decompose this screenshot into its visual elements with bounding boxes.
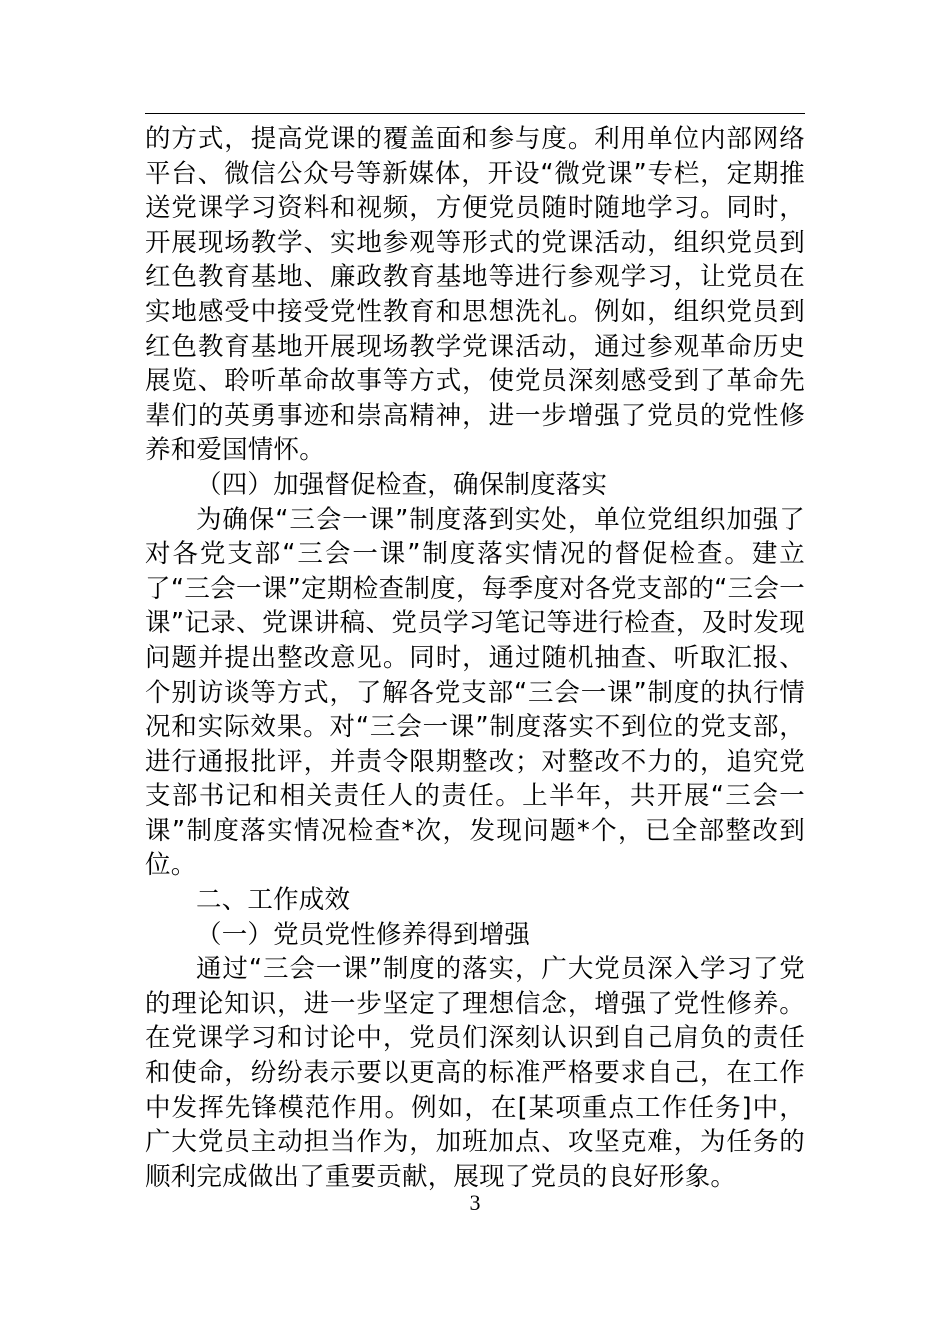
paragraph-supervision: 为确保“三会一课”制度落到实处，单位党组织加强了对各党支部“三会一课”制度落实情况的督促检查。建立了“三会一课”定期检查制度，每季度对各党支部的“三会一课”记录、党课讲稿、党员学习笔记等进行检查，及时发现问题并提出整改意见。同时，通过随机抽查、听取汇报、个别访谈等方式，了解各党支部“三会一课”制度的执行情况和实际效果。对“三会一课”制度落实不到位的党支部，进行通报批评，并责令限期整改；对整改不力的，追究党支部书记和相关责任人的责任。上半年，共开展“三会一课”制度落实情况检查*次，发现问题*个，已全部整改到位。 [145,504,805,881]
section-heading-party-spirit: （一）党员党性修养得到增强 [196,919,531,950]
part-heading-results: 二、工作成效 [196,885,351,916]
paragraph-continuation: 的方式，提高党课的覆盖面和参与度。利用单位内部网络平台、微信公众号等新媒体，开设“微党课”专栏，定期推送党课学习资料和视频，方便党员随时随地学习。同时，开展现场教学、实地参观等形式的党课活动，组织党员到红色教育基地、廉政教育基地等进行参观学习，让党员在实地感受中接受党性教育和思想洗礼。例如，组织党员到红色教育基地开展现场教学党课活动，通过参观革命历史展览、聆听革命故事等方式，使党员深刻感受到了革命先辈们的英勇事迹和崇高精神，进一步增强了党员的党性修养和爱国情怀。 [145,124,805,466]
header-rule [145,113,805,114]
page-number: 3 [469,1190,481,1215]
document-body [145,122,805,1194]
paragraph-results: 通过“三会一课”制度的落实，广大党员深入学习了党的理论知识，进一步坚定了理想信念，增强了党性修养。在党课学习和讨论中，党员们深刻认识到自己肩负的责任和使命，纷纷表示要以更高的标准严格要求自己，在工作中发挥先锋模范作用。例如，在[某项重点工作任务]中，广大党员主动担当作为，加班加点、攻坚克难，为任务的顺利完成做出了重要贡献，展现了党员的良好形象。 [145,954,805,1192]
section-heading-supervision: （四）加强督促检查，确保制度落实 [196,469,608,500]
